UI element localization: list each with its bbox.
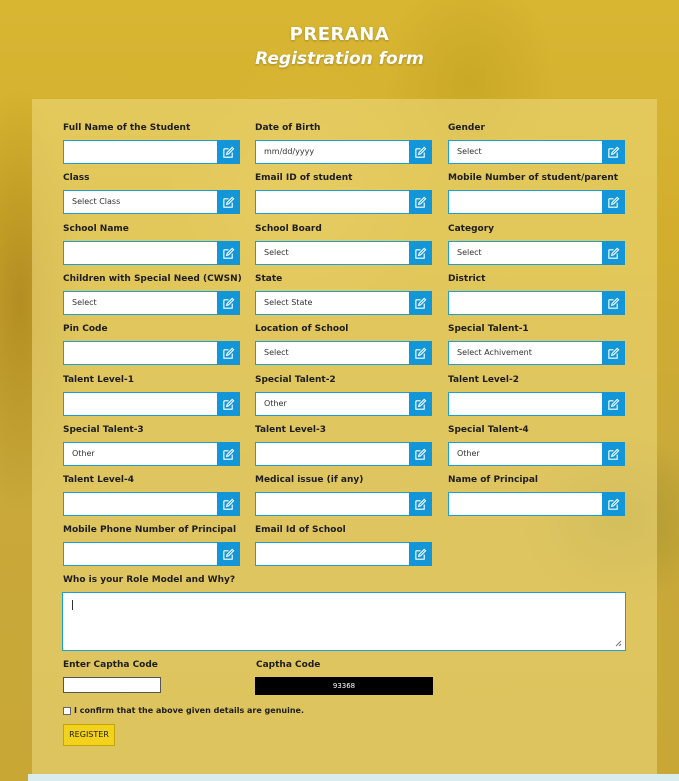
confirm-text: I confirm that the above given details are genuine.	[74, 706, 304, 715]
field-label: Category	[448, 224, 495, 234]
talent-level-1-input[interactable]	[63, 392, 240, 416]
edit-icon[interactable]	[217, 442, 240, 466]
field-label: Email ID of student	[255, 173, 353, 183]
full-name-of-the-student-input[interactable]	[63, 140, 240, 164]
edit-icon[interactable]	[602, 442, 625, 466]
mobile-number-of-student-parent-input[interactable]	[448, 190, 625, 214]
edit-icon[interactable]	[409, 241, 432, 265]
edit-icon[interactable]	[217, 392, 240, 416]
edit-icon[interactable]	[217, 542, 240, 566]
resize-grip-icon[interactable]	[614, 639, 622, 647]
edit-icon[interactable]	[409, 442, 432, 466]
form-subtitle: Registration form	[255, 49, 424, 69]
edit-icon[interactable]	[409, 392, 432, 416]
email-id-of-school-input[interactable]	[255, 542, 432, 566]
edit-icon[interactable]	[409, 542, 432, 566]
field-value: Select State	[264, 298, 313, 307]
captcha-input[interactable]	[63, 677, 161, 693]
edit-icon[interactable]	[409, 190, 432, 214]
text-caret	[72, 600, 73, 610]
role-model-textarea[interactable]	[62, 592, 626, 651]
register-button[interactable]: REGISTER	[63, 724, 115, 746]
field-label: Talent Level-3	[255, 425, 326, 435]
location-of-school-input[interactable]	[255, 341, 432, 365]
field-label: School Name	[63, 224, 129, 234]
state-input[interactable]	[255, 291, 432, 315]
field-label: Gender	[448, 123, 485, 133]
captcha-input-label: Enter Captha Code	[63, 660, 158, 670]
edit-icon[interactable]	[409, 492, 432, 516]
pin-code-input[interactable]	[63, 341, 240, 365]
field-label: Talent Level-2	[448, 375, 519, 385]
confirm-row[interactable]	[63, 706, 304, 715]
class-input[interactable]	[63, 190, 240, 214]
edit-icon[interactable]	[602, 291, 625, 315]
special-talent-2-input[interactable]	[255, 392, 432, 416]
edit-icon[interactable]	[217, 341, 240, 365]
talent-level-4-input[interactable]	[63, 492, 240, 516]
field-label: Special Talent-2	[255, 375, 336, 385]
confirm-checkbox[interactable]	[63, 707, 71, 715]
edit-icon[interactable]	[602, 140, 625, 164]
page-title: PRERANA	[289, 24, 390, 45]
school-name-input[interactable]	[63, 241, 240, 265]
edit-icon[interactable]	[602, 492, 625, 516]
talent-level-3-input[interactable]	[255, 442, 432, 466]
edit-icon[interactable]	[217, 140, 240, 164]
field-value: mm/dd/yyyy	[264, 147, 315, 156]
edit-icon[interactable]	[217, 492, 240, 516]
category-input[interactable]	[448, 241, 625, 265]
field-value: Select	[264, 348, 289, 357]
field-label: Mobile Phone Number of Principal	[63, 525, 237, 535]
gender-input[interactable]	[448, 140, 625, 164]
email-id-of-student-input[interactable]	[255, 190, 432, 214]
field-value: Select	[72, 298, 97, 307]
field-label: Date of Birth	[255, 123, 321, 133]
field-label: Name of Principal	[448, 475, 538, 485]
page-header	[0, 0, 679, 99]
edit-icon[interactable]	[602, 190, 625, 214]
footer-strip	[28, 774, 679, 781]
field-label: Special Talent-3	[63, 425, 144, 435]
field-value: Other	[72, 449, 95, 458]
role-model-label: Who is your Role Model and Why?	[63, 575, 236, 585]
field-label: Children with Special Need (CWSN)	[63, 274, 242, 284]
field-value: Other	[264, 399, 287, 408]
edit-icon[interactable]	[602, 241, 625, 265]
talent-level-2-input[interactable]	[448, 392, 625, 416]
children-with-special-need-cwsn-input[interactable]	[63, 291, 240, 315]
field-label: Email Id of School	[255, 525, 346, 535]
field-label: Mobile Number of student/parent	[448, 173, 619, 183]
edit-icon[interactable]	[602, 341, 625, 365]
field-label: Class	[63, 173, 90, 183]
field-label: State	[255, 274, 283, 284]
mobile-phone-number-of-principal-input[interactable]	[63, 542, 240, 566]
edit-icon[interactable]	[217, 291, 240, 315]
field-label: Special Talent-1	[448, 324, 529, 334]
field-value: Select	[457, 248, 482, 257]
edit-icon[interactable]	[409, 341, 432, 365]
name-of-principal-input[interactable]	[448, 492, 625, 516]
field-value: Select	[264, 248, 289, 257]
field-label: Pin Code	[63, 324, 108, 334]
captcha-code-label: Captha Code	[256, 660, 321, 670]
district-input[interactable]	[448, 291, 625, 315]
field-label: Medical issue (if any)	[255, 475, 364, 485]
medical-issue-if-any-input[interactable]	[255, 492, 432, 516]
school-board-input[interactable]	[255, 241, 432, 265]
special-talent-3-input[interactable]	[63, 442, 240, 466]
field-label: Full Name of the Student	[63, 123, 191, 133]
edit-icon[interactable]	[217, 241, 240, 265]
edit-icon[interactable]	[217, 190, 240, 214]
field-value: Select Class	[72, 197, 121, 206]
field-label: Talent Level-1	[63, 375, 134, 385]
captcha-code: 93368	[255, 677, 433, 695]
field-value: Select	[457, 147, 482, 156]
edit-icon[interactable]	[409, 140, 432, 164]
field-label: Location of School	[255, 324, 349, 334]
edit-icon[interactable]	[409, 291, 432, 315]
field-value: Other	[457, 449, 480, 458]
field-label: Talent Level-4	[63, 475, 134, 485]
special-talent-4-input[interactable]	[448, 442, 625, 466]
special-talent-1-input[interactable]	[448, 341, 625, 365]
field-label: School Board	[255, 224, 322, 234]
field-label: Special Talent-4	[448, 425, 529, 435]
date-of-birth-input[interactable]	[255, 140, 432, 164]
edit-icon[interactable]	[602, 392, 625, 416]
field-label: District	[448, 274, 486, 284]
field-value: Select Achivement	[457, 348, 532, 357]
